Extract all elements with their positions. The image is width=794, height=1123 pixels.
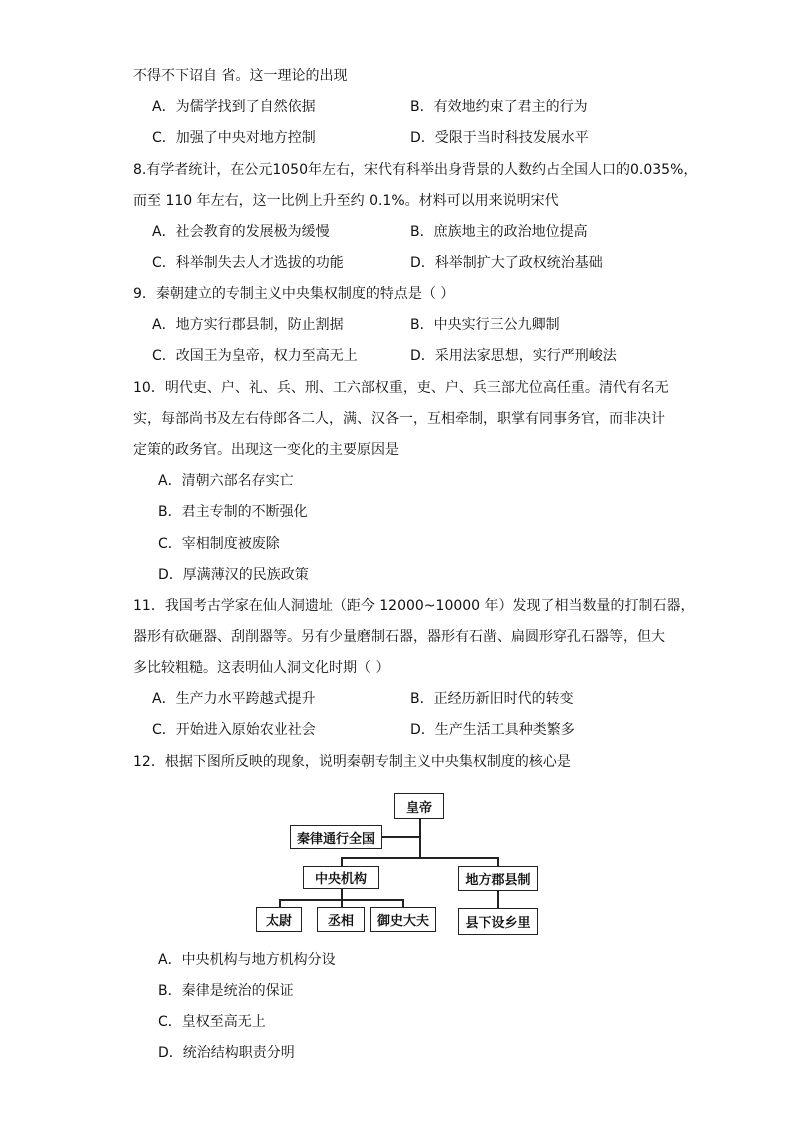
q11-option-b[interactable]: B．正经历新旧时代的转变 xyxy=(410,691,574,707)
q12-option-d[interactable]: D．统治结构职责分明 xyxy=(158,1045,295,1061)
line-emperor-down xyxy=(419,818,421,858)
q10-option-c[interactable]: C．宰相制度被废除 xyxy=(158,536,280,552)
q8-option-c[interactable]: C．科举制失去人才选拔的功能 xyxy=(152,255,344,271)
q9-option-b[interactable]: B．中央实行三公九卿制 xyxy=(410,317,560,333)
q11-option-c[interactable]: C．开始进入原始农业社会 xyxy=(152,722,316,738)
q9-stem: 9．秦朝建立的专制主义中央集权制度的特点是（ ） xyxy=(133,286,455,302)
q9-option-c[interactable]: C．改国王为皇帝，权力至高无上 xyxy=(152,348,358,364)
q10-option-a[interactable]: A．清朝六部名存实亡 xyxy=(158,473,294,489)
line-to-yushi xyxy=(402,899,404,907)
q12-option-c[interactable]: C．皇权至高无上 xyxy=(158,1014,266,1030)
q11-option-a[interactable]: A．生产力水平跨越式提升 xyxy=(152,691,316,707)
line-central-local-bar xyxy=(341,857,498,859)
q9-option-a[interactable]: A．地方实行郡县制，防止割据 xyxy=(152,317,344,333)
box-law: 秦律通行全国 xyxy=(290,825,382,849)
q8-option-a[interactable]: A．社会教育的发展极为缓慢 xyxy=(152,224,330,240)
box-yushi: 御史大夫 xyxy=(370,907,436,932)
q8-stem-line-1: 8.有学者统计，在公元1050年左右，宋代有科举出身背景的人数约占全国人口的0.035%， xyxy=(133,162,698,178)
q7-option-c[interactable]: C．加强了中央对地方控制 xyxy=(152,130,316,146)
line-to-taiwei xyxy=(279,899,281,907)
line-to-local xyxy=(497,857,499,866)
q7-option-d[interactable]: D．受限于当时科技发展水平 xyxy=(410,130,589,146)
q10-stem-line-3: 定策的政务官。出现这一变化的主要原因是 xyxy=(133,442,399,458)
q8-option-b[interactable]: B．庶族地主的政治地位提高 xyxy=(410,224,588,240)
box-taiwei: 太尉 xyxy=(256,907,302,932)
q8-stem-line-2: 而至 110 年左右，这一比例上升至约 0.1%。材料可以用来说明宋代 xyxy=(133,193,559,209)
box-central: 中央机构 xyxy=(303,866,379,889)
q10-option-b[interactable]: B．君主专制的不断强化 xyxy=(158,504,308,520)
q7-option-b[interactable]: B．有效地约束了君主的行为 xyxy=(410,99,588,115)
q12-option-a[interactable]: A．中央机构与地方机构分设 xyxy=(158,952,336,968)
q11-option-d[interactable]: D．生产生活工具种类繁多 xyxy=(410,722,575,738)
q12-stem: 12．根据下图所反映的现象，说明秦朝专制主义中央集权制度的核心是 xyxy=(133,754,571,770)
q10-option-d[interactable]: D．厚满薄汉的民族政策 xyxy=(158,567,309,583)
line-to-central xyxy=(341,857,343,866)
q8-option-d[interactable]: D．科举制扩大了政权统治基础 xyxy=(410,255,603,271)
q11-stem-line-2: 器形有砍砸器、刮削器等。另有少量磨制石器，器形有石凿、扁圆形穿孔石器等，但大 xyxy=(133,629,665,645)
line-to-chengxiang xyxy=(341,899,343,907)
q7-option-a[interactable]: A．为儒学找到了自然依据 xyxy=(152,99,316,115)
line-law-branch xyxy=(380,836,420,838)
q7-stem-tail: 不得不下诏自 省。这一理论的出现 xyxy=(133,68,348,84)
q11-stem-line-1: 11．我国考古学家在仙人洞遗址（距今 12000~10000 年）发现了相当数量的打制石器， xyxy=(133,598,695,614)
q12-option-b[interactable]: B．秦律是统治的保证 xyxy=(158,983,294,999)
q10-stem-line-2: 实，每部尚书及左右侍郎各二人，满、汉各一，互相牵制，职掌有同事务官，而非决计 xyxy=(133,411,665,427)
q10-stem-line-1: 10．明代吏、户、礼、兵、刑、工六部权重，吏、户、兵三部尤位高任重。清代有名无 xyxy=(133,380,669,396)
line-local-down xyxy=(497,890,499,908)
q11-stem-line-3: 多比较粗糙。这表明仙人洞文化时期（ ） xyxy=(133,660,390,676)
box-emperor: 皇帝 xyxy=(394,793,444,819)
box-local: 地方郡县制 xyxy=(458,866,538,891)
q9-option-d[interactable]: D．采用法家思想，实行严刑峻法 xyxy=(410,348,617,364)
box-chengxiang: 丞相 xyxy=(317,907,365,932)
box-county: 县下设乡里 xyxy=(458,908,538,935)
